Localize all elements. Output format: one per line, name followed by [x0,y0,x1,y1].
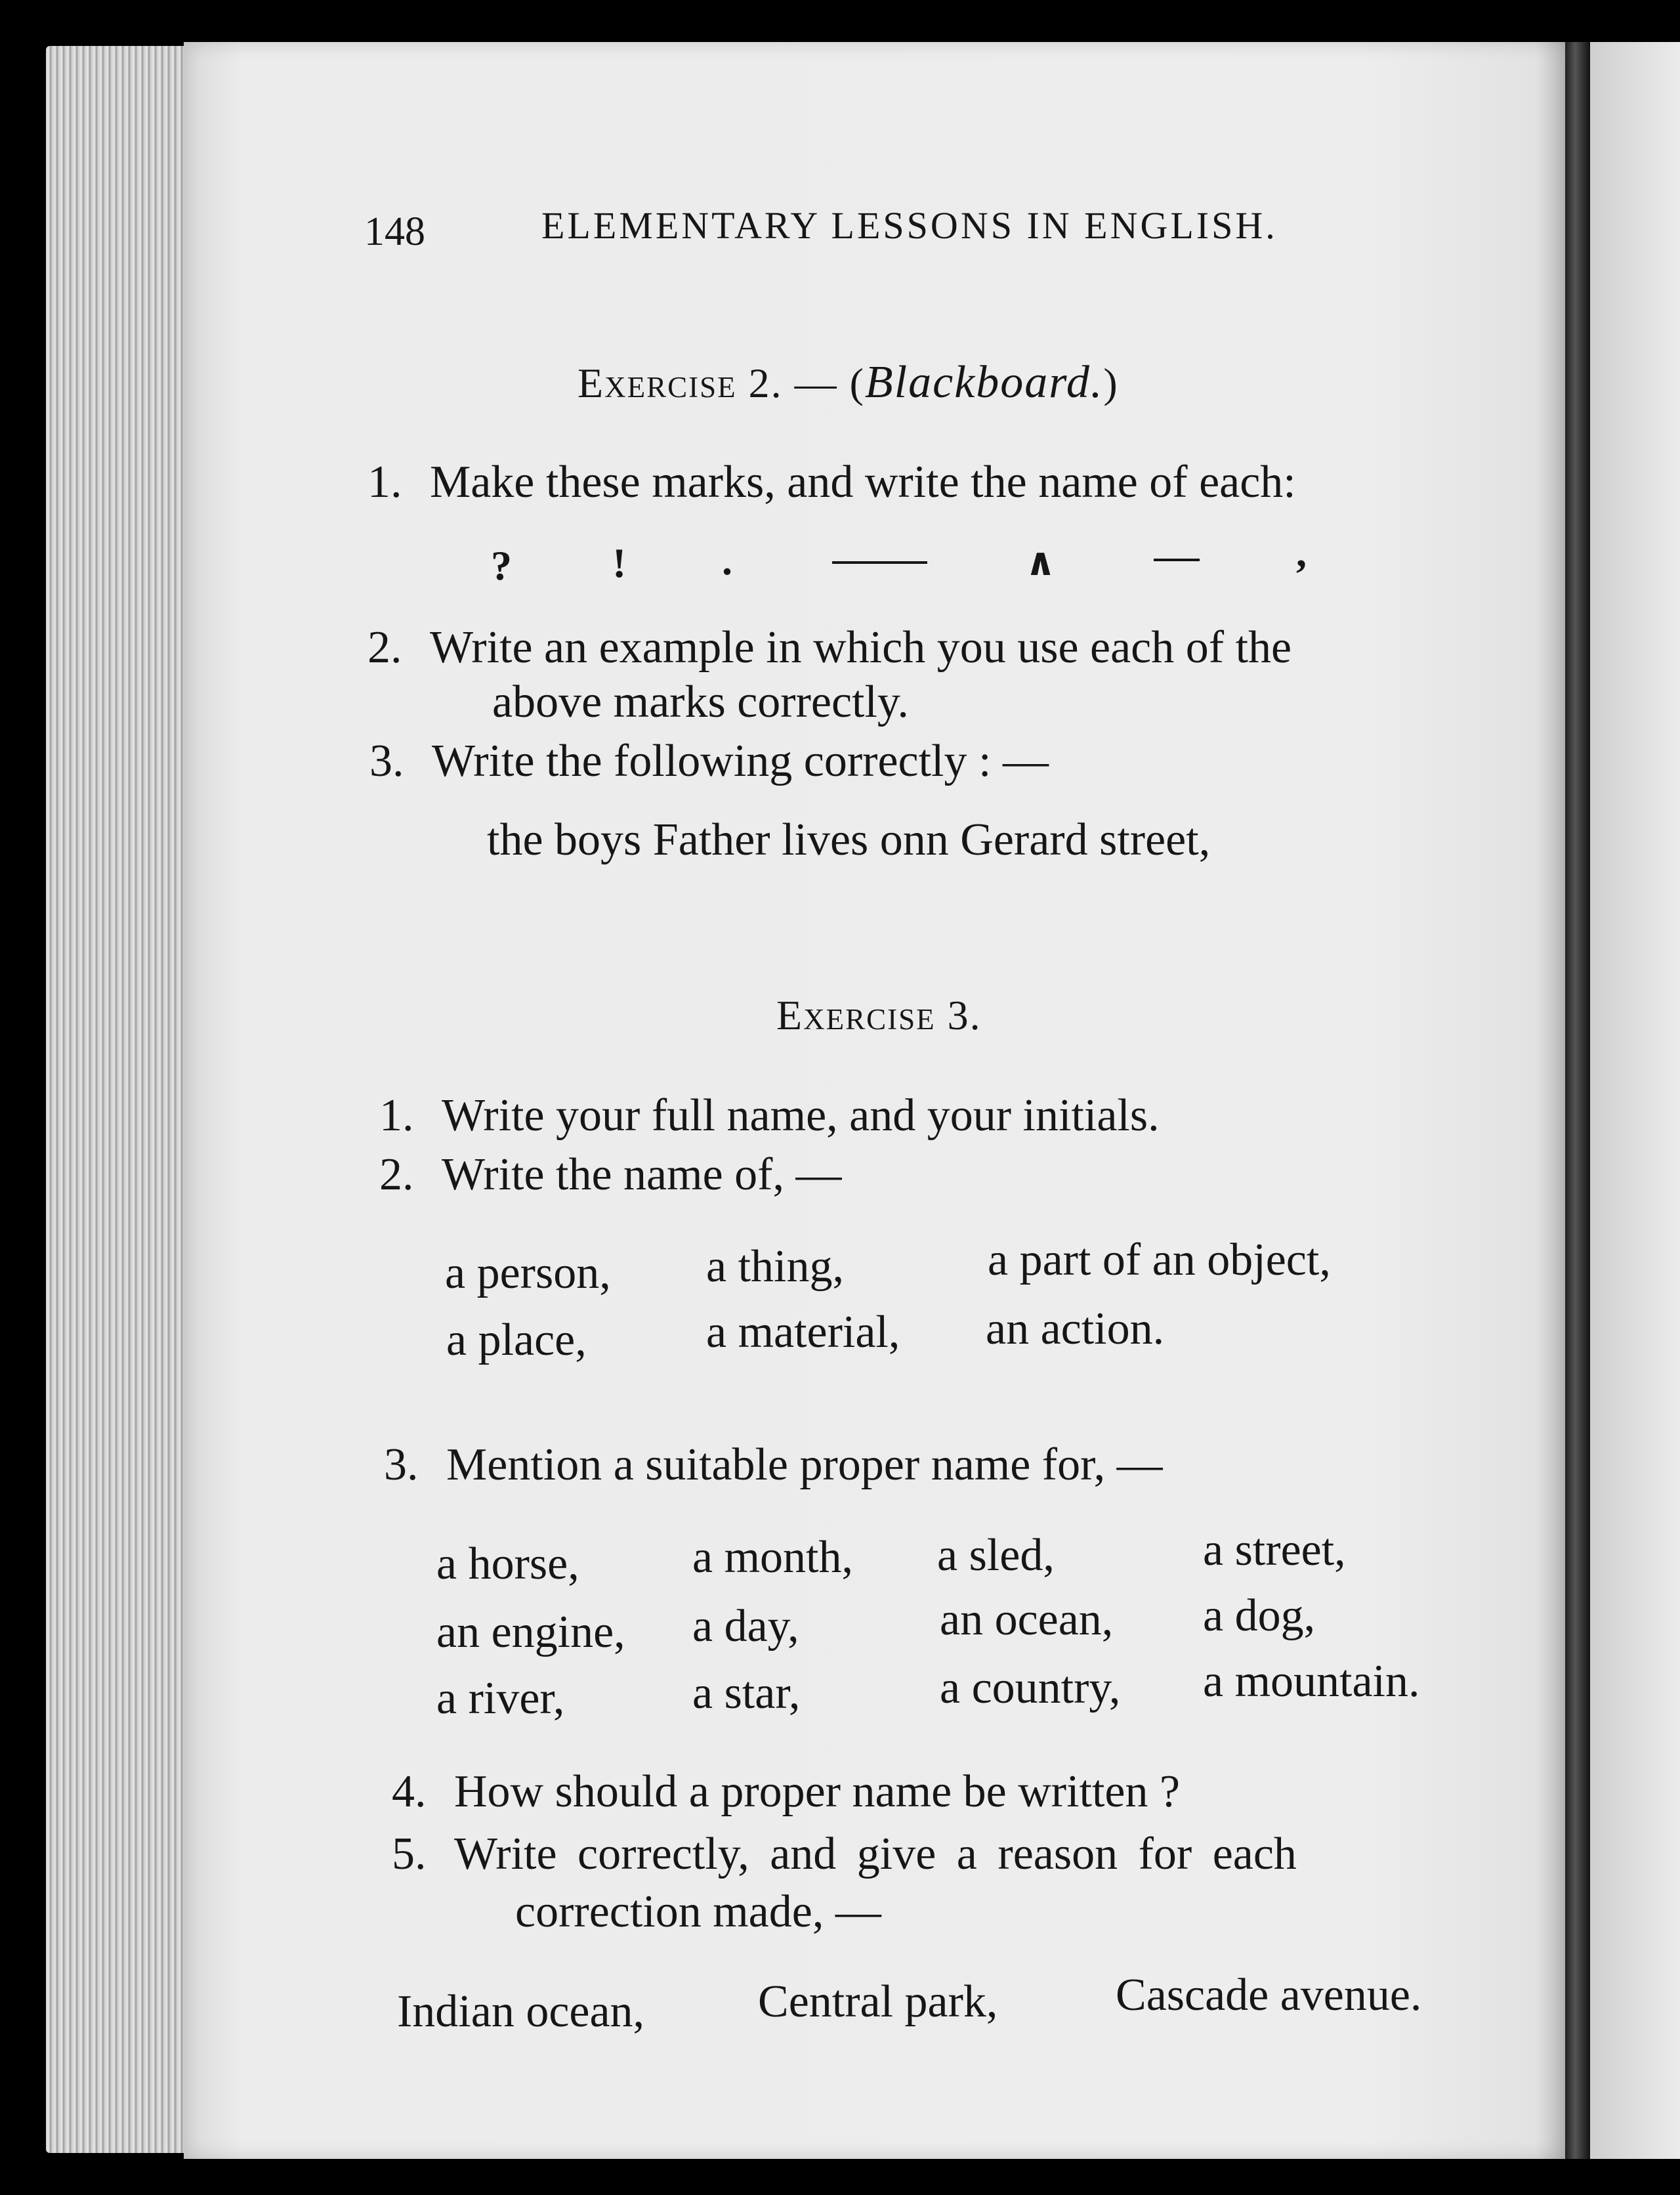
grid-cell: a country, [940,1663,1121,1713]
item-number: 2. [379,1149,414,1200]
exclamation-mark: ! [612,540,627,586]
grid-cell: an action. [986,1304,1165,1354]
question-mark: ? [491,542,512,589]
exercise-3-item-5-continued: correction made, — [515,1886,881,1937]
grid-cell: a material, [706,1307,900,1357]
exercise-2-title-italic: Blackboard. [864,357,1104,408]
running-title: ELEMENTARY LESSONS IN ENGLISH. [541,204,1278,247]
page-edges [46,46,197,2153]
exercise-3-item-5 [392,1831,1297,1877]
item-text: Write an example in which you use each of the [430,622,1292,673]
correction-example: Cascade avenue. [1116,1970,1422,2020]
grid-cell: an engine, [436,1607,625,1657]
exercise-3-title: Exercise 3. [776,992,982,1038]
item-text: Write the following correctly : — [432,736,1049,786]
grid-cell: a dog, [1203,1590,1316,1641]
exercise-2-item-1 [368,459,1296,505]
item-number: 2. [368,622,402,673]
exercise-2-item-2-continued: above marks correctly. [492,677,909,727]
grid-cell: a street, [1203,1525,1346,1575]
item-text: Write the name of, — [442,1149,842,1200]
item-number: 1. [379,1090,414,1141]
exercise-2-example-sentence: the boys Father lives onn Gerard street, [487,815,1211,865]
grid-cell: a person, [445,1248,611,1298]
comma-mark: , [1296,529,1307,576]
grid-cell: a horse, [436,1539,579,1589]
book-gutter [1565,42,1590,2159]
grid-cell: a part of an object, [988,1235,1331,1285]
exercise-3-item-2 [379,1149,842,1200]
grid-cell: an ocean, [940,1594,1114,1645]
item-text: Make these marks, and write the name of each: [430,457,1296,507]
exercise-2-item-3 [369,738,1049,784]
item-number: 4. [392,1766,427,1817]
exercise-2-title-prefix: Exercise 2. — ( [578,360,865,406]
grid-cell: a month, [692,1532,853,1583]
grid-cell: a star, [692,1668,801,1718]
item-text: Mention a suitable proper name for, — [446,1439,1163,1490]
correction-example: Central park, [758,1976,998,2027]
page-number: 148 [364,209,425,254]
long-dash-mark [832,561,927,564]
grid-cell: a thing, [706,1241,844,1292]
item-text: Write your full name, and your initials. [442,1090,1160,1141]
exercise-3-item-3 [384,1439,1163,1490]
item-number: 1. [368,457,402,507]
exercise-3-item-1 [379,1090,1160,1141]
grid-cell: a day, [692,1601,799,1652]
exercise-2-title [578,357,1119,408]
item-text: How should a proper name be written ? [454,1766,1181,1817]
grid-cell: a place, [446,1315,587,1365]
correction-example: Indian ocean, [397,1986,645,2037]
period-mark: . [722,537,732,584]
exercise-2-item-2 [368,622,1292,673]
item-number: 3. [384,1439,419,1490]
item-number: 3. [369,736,404,786]
item-text: Write correctly, and give a reason for each [454,1829,1297,1879]
short-dash-mark [1154,559,1200,561]
grid-cell: a river, [436,1673,565,1724]
grid-cell: a mountain. [1203,1656,1420,1707]
exercise-3-item-4 [392,1766,1181,1817]
exercise-2-title-suffix: ) [1103,360,1119,406]
facing-page-edge [1590,42,1680,2159]
caret-mark: ∧ [1025,541,1057,584]
grid-cell: a sled, [937,1530,1055,1581]
item-number: 5. [392,1829,427,1879]
